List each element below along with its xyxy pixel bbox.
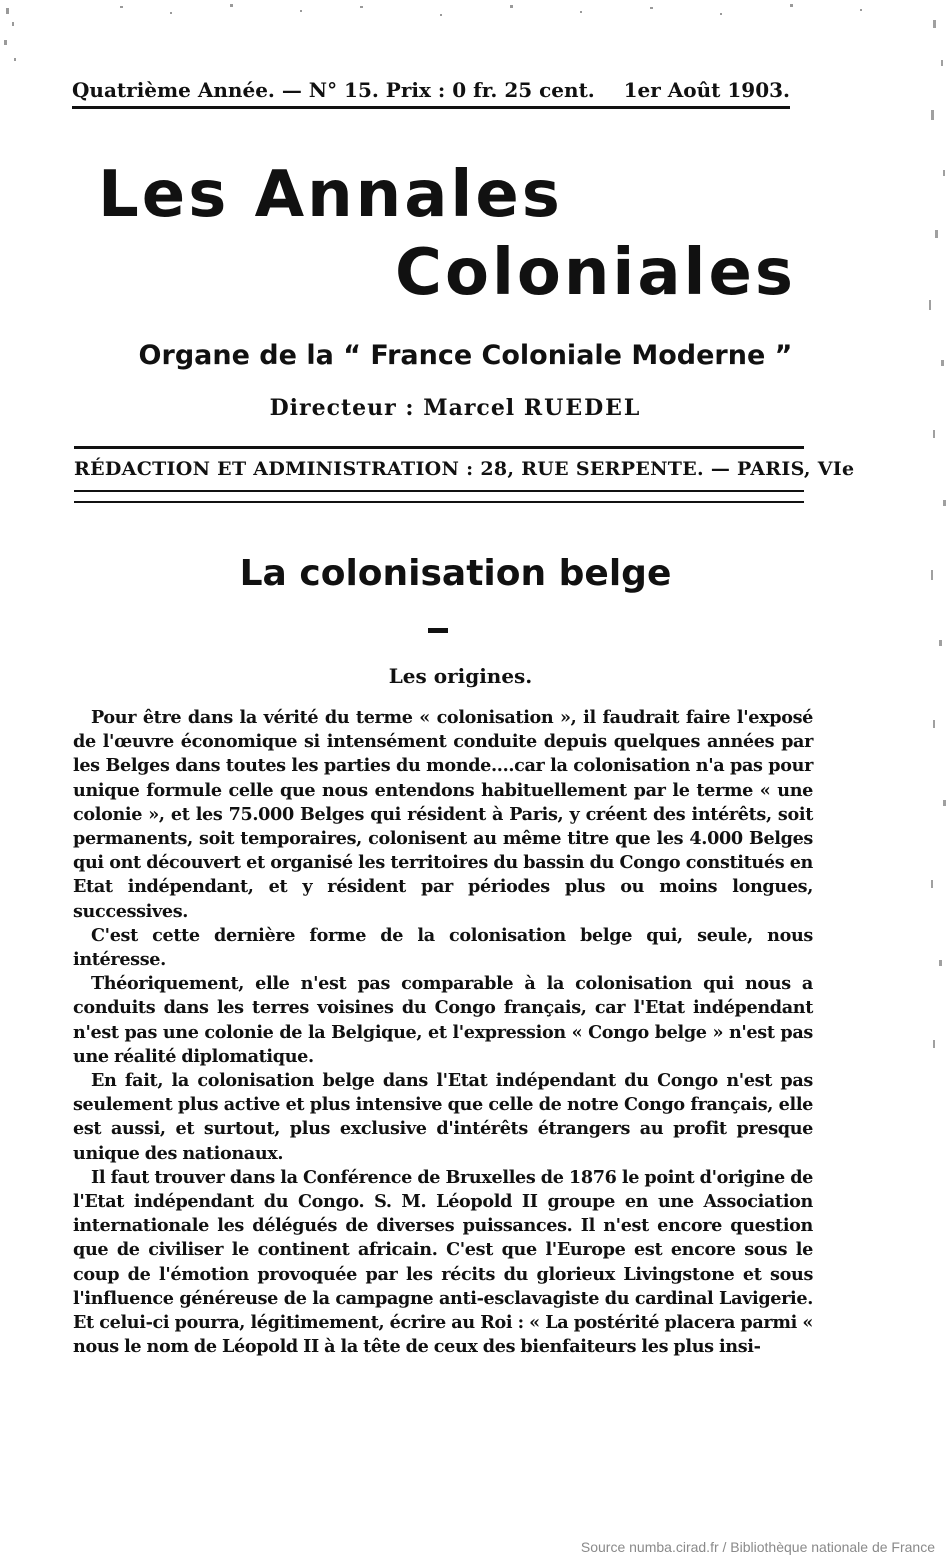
article-title: La colonisation belge	[239, 553, 672, 594]
scan-noise-left	[0, 0, 24, 140]
issue-line	[72, 78, 790, 108]
paragraph: C'est cette dernière forme de la colonisation belge qui, seule, nous intéresse.	[73, 924, 813, 971]
divider-rule-bottom	[74, 490, 804, 492]
issue-number: Quatrième Année. — N° 15. Prix : 0 fr. 25 cent.	[72, 78, 595, 102]
title-dash	[428, 628, 448, 633]
paragraph: Il faut trouver dans la Conférence de Bruxelles de 1876 le point d'origine de l'Etat indépendant du Congo. S. M. Léopold II groupe en une Association internationale les délégués de diverses puissances. Il n'est encore question que de civiliser le continent africain. C'est que l'Europe est encore sous le coup de l'émotion provoquée par les récits du glorieux Livingstone et sous l'influence généreuse de la campagne anti-esclavagiste du cardinal Lavigerie. Et celui-ci pourra, légitimement, écrire au Roi : « La postérité placera parmi « nous le nom de Léopold II à la tête de ceux des bienfaiteurs les plus insi-	[73, 1166, 813, 1358]
director-line	[0, 395, 931, 421]
masthead-title-line2: Coloniales	[395, 236, 796, 310]
redaction-address: RÉDACTION ET ADMINISTRATION : 28, RUE SERPENTE. — PARIS, VIe	[74, 458, 855, 480]
section-heading: Les origines.	[388, 664, 533, 688]
source-credit: Source numba.cirad.fr / Bibliothèque nationale de France	[580, 1539, 935, 1555]
masthead-subtitle: Organe de la “ France Coloniale Moderne ”	[138, 340, 793, 371]
masthead-title-line1: Les Annales	[98, 158, 563, 232]
paragraph: Pour être dans la vérité du terme « colonisation », il faudrait faire l'exposé de l'œuvre économique si intensément conduite depuis quelques années par les Belges dans toutes les parties du monde....car la colonisation n'a pas pour unique formule celle que nous entendons habituellement par le terme « une colonie », et les 75.000 Belges qui résident à Paris, y créent des intérêts, soit permanents, soit temporaires, colonisent au même titre que les 4.000 Belges qui ont découvert et organisé les territoires du bassin du Congo constitués en Etat indépendant, et y résident par périodes plus ou moins longues, successives.	[73, 707, 813, 922]
issue-date: 1er Août 1903.	[623, 78, 790, 102]
divider-rule-bottom-double	[74, 501, 804, 503]
director-name: Marcel	[423, 395, 516, 421]
issue-rule	[72, 106, 790, 109]
article-body	[73, 706, 813, 1359]
paragraph: Théoriquement, elle n'est pas comparable à la colonisation qui nous a conduits dans les terres voisines du Congo français, car l'Etat indépendant n'est pas une colonie de la Belgique, et l'expression « Congo belge » n'est pas une réalité diplomatique.	[73, 973, 813, 1067]
director-surname: RUEDEL	[523, 395, 642, 421]
director-label: Directeur :	[269, 395, 415, 421]
scan-noise-top	[110, 0, 930, 22]
divider-rule-top	[74, 446, 804, 449]
paragraph: En fait, la colonisation belge dans l'Etat indépendant du Congo n'est pas seulement plus active et plus intensive que celle de notre Congo français, elle est aussi, et surtout, plus exclusive d'intérêts étrangers au profit presque unique des nationaux.	[73, 1070, 813, 1164]
